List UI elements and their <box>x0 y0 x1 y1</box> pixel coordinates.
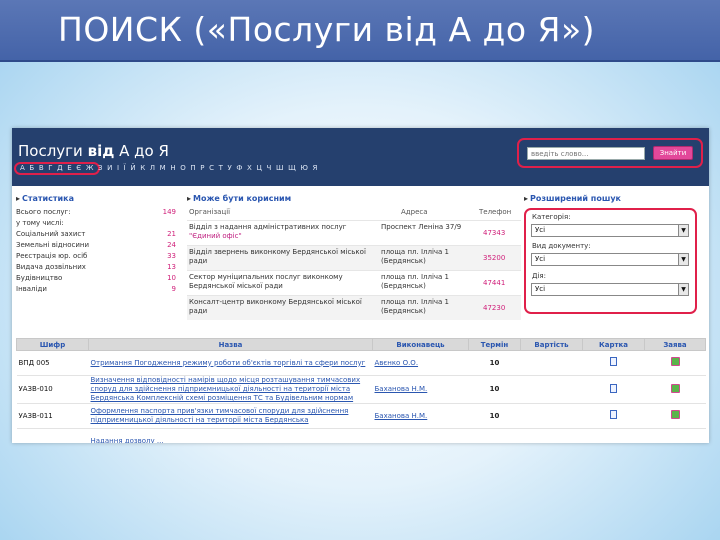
services-table <box>16 338 706 443</box>
stats-row[interactable]: Інваліди 9 <box>16 285 176 293</box>
document-card-icon[interactable] <box>610 410 617 419</box>
useful-row[interactable]: Консалт-центр виконкому Бердянської міської ради площа пл. Ілліча 1 (Бердянськ) 47230 <box>187 295 521 320</box>
col-phone: Телефон <box>479 208 512 216</box>
arrow-right-icon: ▸ <box>524 194 529 203</box>
table-row: ВПД 005 Отримання Погодження режиму роботи об'єктів торгівлі та сфери послуг Авєнко О.О. 10 <box>17 351 706 376</box>
stats-row[interactable]: Соціальний захист 21 <box>16 230 176 238</box>
slide-title-bar <box>0 0 720 62</box>
application-form-icon[interactable] <box>671 410 680 419</box>
statistics-title-label: Статистика <box>22 194 74 203</box>
useful-panel <box>187 208 521 320</box>
site-header <box>12 128 709 186</box>
action-label: Дія: <box>532 272 546 280</box>
alphabet-nav[interactable]: А Б В Г Д Е Є Ж З И І Ї Й К Л М Н О П Р С Т У Ф Х Ц Ч Ш Щ Ю Я <box>14 162 100 175</box>
chevron-down-icon: ▼ <box>678 254 688 265</box>
category-select[interactable]: Усі ▼ <box>531 224 689 237</box>
advanced-search-highlight <box>524 208 697 314</box>
website-screenshot <box>12 128 709 443</box>
document-card-icon[interactable] <box>610 357 617 366</box>
header-exec[interactable]: Виконавець <box>373 339 469 351</box>
table-row: УАЗВ-011 Оформлення паспорта прив'язки тимчасової споруди для здійснення підприємницької діяльності на території міста Бердянська Баханова Н.М. 10 <box>17 404 706 429</box>
useful-row[interactable]: Відділ з надання адміністративних послуг "Єдиний офіс" Проспект Леніна 37/9 47343 <box>187 220 521 245</box>
stats-row[interactable]: Будівництво 10 <box>16 274 176 282</box>
header-code[interactable]: Шифр <box>17 339 89 351</box>
stats-row: у тому числі: <box>16 219 64 227</box>
logo-suffix: А до Я <box>114 142 169 160</box>
executor-link[interactable]: Баханова Н.М. <box>373 404 469 429</box>
logo-bold: від <box>87 142 115 160</box>
doctype-select[interactable]: Усі ▼ <box>531 253 689 266</box>
header-name[interactable]: Назва <box>89 339 373 351</box>
col-address: Адреса <box>401 208 428 216</box>
useful-row[interactable]: Відділ звернень виконкому Бердянської міської ради площа пл. Ілліча 1 (Бердянськ) 35200 <box>187 245 521 270</box>
col-org: Організації <box>189 208 231 216</box>
service-link[interactable]: Надання дозволу ... <box>89 429 373 444</box>
table-row <box>17 429 706 444</box>
chevron-down-icon: ▼ <box>678 284 688 295</box>
executor-link[interactable]: Авєнко О.О. <box>373 351 469 376</box>
application-form-icon[interactable] <box>671 384 680 393</box>
header-cost[interactable]: Вартість <box>521 339 583 351</box>
useful-title-label: Може бути корисним <box>193 194 292 203</box>
useful-header <box>187 208 521 220</box>
statistics-panel <box>16 208 176 296</box>
search-button[interactable]: Знайти <box>653 146 693 160</box>
logo-prefix: Послуги <box>18 142 88 160</box>
chevron-down-icon: ▼ <box>678 225 688 236</box>
doctype-label: Вид документу: <box>532 242 591 250</box>
search-input[interactable] <box>527 147 645 160</box>
application-form-icon[interactable] <box>671 357 680 366</box>
action-select[interactable]: Усі ▼ <box>531 283 689 296</box>
stats-row[interactable]: Всього послуг: 149 <box>16 208 176 216</box>
statistics-title <box>16 194 74 203</box>
document-card-icon[interactable] <box>610 384 617 393</box>
advanced-title-label: Розширений пошук <box>530 194 621 203</box>
executor-link[interactable]: Баханова Н.М. <box>373 376 469 404</box>
arrow-right-icon: ▸ <box>187 194 192 203</box>
service-link[interactable]: Визначення відповідності намірів щодо місця розташування тимчасових споруд для здійснення підприємницької діяльності на території міста Бердянська Комплексній схемі розміщення ТС та Будівельним нормам <box>89 376 373 404</box>
table-row: УАЗВ-010 Визначення відповідності намірів щодо місця розташування тимчасових споруд для здійснення підприємницької діяльності на території міста Бердянська Комплексній схемі розміщення ТС та Будівельним нормам Баханова Н.М. 10 <box>17 376 706 404</box>
service-link[interactable]: Отримання Погодження режиму роботи об'єктів торгівлі та сфери послуг <box>89 351 373 376</box>
table-header-row <box>17 339 706 351</box>
useful-title <box>187 194 291 203</box>
header-card[interactable]: Картка <box>583 339 645 351</box>
stats-row[interactable]: Видача дозвільних 13 <box>16 263 176 271</box>
search-box-highlight <box>517 138 703 168</box>
header-apply[interactable]: Заява <box>645 339 706 351</box>
stats-row[interactable]: Реєстрація юр. осіб 33 <box>16 252 176 260</box>
arrow-right-icon: ▸ <box>16 194 21 203</box>
service-link[interactable]: Оформлення паспорта прив'язки тимчасової споруди для здійснення підприємницької діяльності на території міста Бердянська <box>89 404 373 429</box>
slide-title: ПОИСК («Послуги від А до Я») <box>58 10 596 49</box>
useful-row[interactable]: Сектор муніципальних послуг виконкому Бердянської міської ради площа пл. Ілліча 1 (Бердянськ) 47441 <box>187 270 521 295</box>
category-label: Категорія: <box>532 213 571 221</box>
stats-row[interactable]: Земельні відносини 24 <box>16 241 176 249</box>
header-term[interactable]: Термін <box>469 339 521 351</box>
advanced-title <box>524 194 621 203</box>
site-logo[interactable] <box>18 142 169 160</box>
executor-link[interactable] <box>373 429 469 444</box>
